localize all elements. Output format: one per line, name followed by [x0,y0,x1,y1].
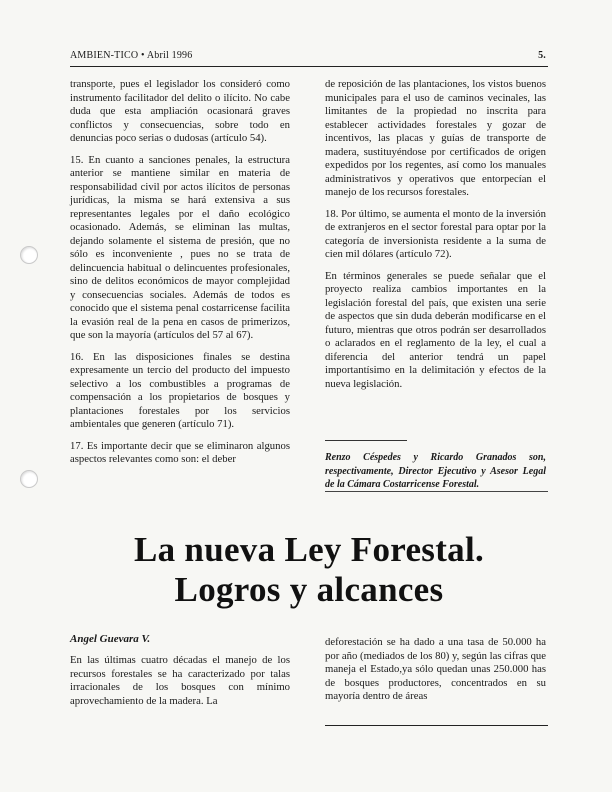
running-header [70,50,548,64]
paragraph: de reposición de las plantaciones, los vistos buenos municipales para el uso de caminos vecinales, las limitantes de la propiedad no inscrita para establecer actividades forestales y gozar de incentivos, las placas y guías de transporte de madera, sustituyéndose por certificados de origen expedidos por los regentes, así como los manuales administrativos y operativos que entorpecían el manejo de los recursos forestales. [325,78,546,198]
left-column-article [70,654,290,716]
title-line-2: Logros y alcances [174,570,444,609]
page-number: 5. [538,50,546,61]
right-column-article [325,636,546,712]
punch-hole [20,246,38,264]
author-credit: Renzo Céspedes y Ricardo Granados son, respectivamente, Director Ejecutivo y Asesor Legal de la Cámara Costarricense Forestal. [325,452,546,490]
paragraph: deforestación se ha dado a una tasa de 50.000 ha por año (mediados de los 80) y, según las cifras que maneja el Estado,ya sólo quedan unas 250.000 has de bosques productores, concentrados en su mayoría dentro de áreas [325,636,547,702]
paragraph: transporte, pues el legislador los consideró como instrumento facilitador del delito o ilícito. No cabe duda que esta ampliación ocasionará graves conflictos y consecuencias, sobre todo en denuncias poco serias o dudosas (artículo 54). [70,78,290,144]
header-rule [70,66,548,67]
section-rule [325,491,548,492]
title-line-1: La nueva Ley Forestal. [133,530,485,569]
left-column-top [70,78,290,475]
publication-header: AMBIEN-TICO • Abril 1996 [70,50,193,61]
article-author: Angel Guevara V. [70,633,151,645]
paragraph: En las últimas cuatro décadas el manejo de los recursos forestales se ha caracterizado por talas irracionales de los bosques con mínimo aprovechamiento de la madera. La [70,654,290,707]
paragraph: 15. En cuanto a sanciones penales, la estructura anterior se mantiene similar en materia de responsabilidad civil por actos ilícitos de personas jurídicas, la misma se hará extensiva a sus representantes legales por el daño ecológico ocasionado. Además, se eliminan las multas, dejando solamente el sistema de presión, que no sólo es inconveniente , pues no se trata de delincuencia habitual o delincuentes profesionales, sino de delitos económicos de mayor complejidad y consecuencias sociales. Además de todos es conocido que el sistema penal costarricense facilita la evasión real de la pena en casos de primerizos, que son la mayoría (artículos del 57 al 67). [70,153,290,341]
article-title [70,530,548,610]
paragraph: 16. En las disposiciones finales se destina expresamente un tercio del producto del impuesto selectivo a los combustibles a programas de compensación a los propietarios de bosques y plantaciones forestales por los servicios ambientales que generen (artículo 71). [70,350,290,430]
punch-hole [20,470,38,488]
credit-separator [325,440,407,441]
paragraph: En términos generales se puede señalar que el proyecto realiza cambios importantes en la legislación forestal del país, que existen una serie de aspectos que sin duda deberán modificarse en el futuro, mientras que otros podrán ser desarrollados o aclarados en el reglamento de la ley, el cual a diferencia del anterior tendrá un papel importantísimo en la delimitación y efectos de la nueva legislación. [325,269,546,390]
paragraph: 17. Es importante decir que se eliminaron algunos aspectos relevantes como son: el deber [70,439,290,465]
right-column-top [325,78,546,399]
footer-rule [325,725,548,726]
paragraph: 18. Por último, se aumenta el monto de la inversión de extranjeros en el sector forestal para optar por la categoría de inversionista residente a la suma de cien mil dólares (artículo 72). [325,207,546,260]
